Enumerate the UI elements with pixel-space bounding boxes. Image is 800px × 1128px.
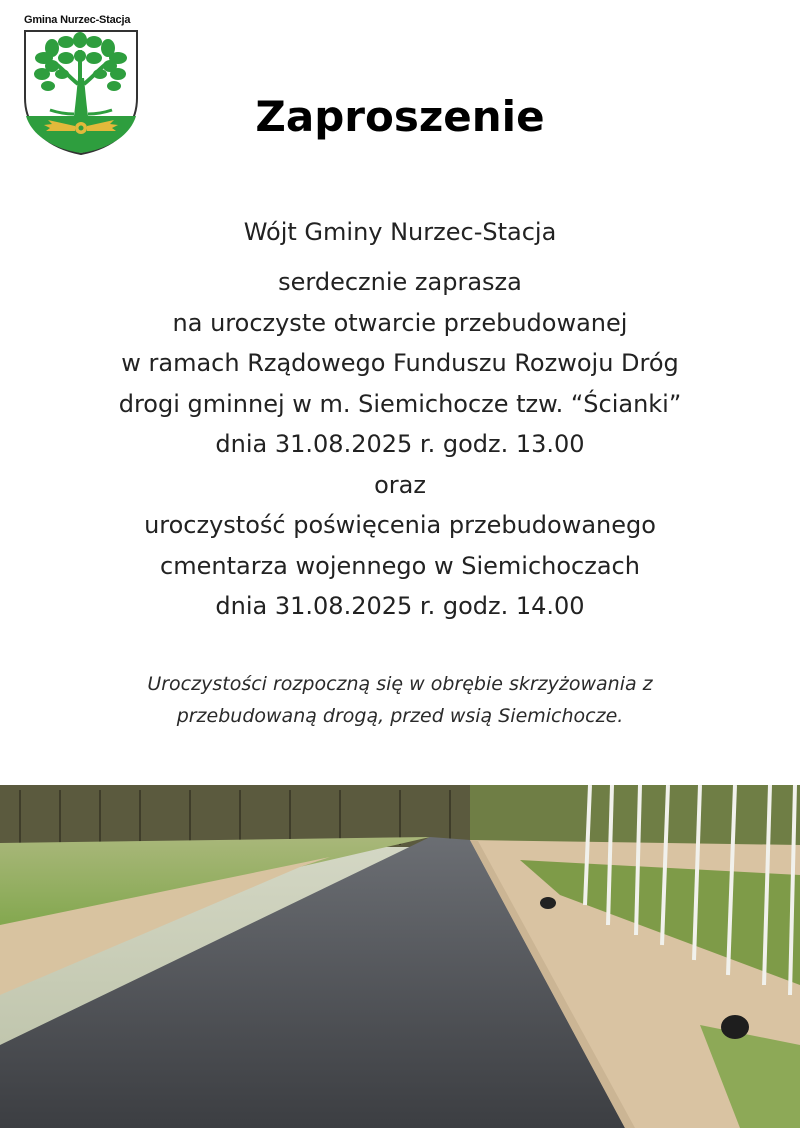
page-title: Zaproszenie: [255, 92, 545, 141]
invitation-line: drogi gminnej w m. Siemichocze tzw. “Ścianki”: [118, 389, 682, 418]
note-line: Uroczystości rozpoczną się w obrębie skrzyżowania z: [147, 673, 653, 695]
invitation-line: cmentarza wojennego w Siemichoczach: [160, 551, 640, 580]
event-date-line: dnia 31.08.2025 r. godz. 14.00: [215, 592, 585, 620]
event-date-line: dnia 31.08.2025 r. godz. 13.00: [215, 430, 585, 458]
invitation-body: [0, 262, 800, 627]
note-line: przebudowaną drogą, przed wsią Siemichocze.: [176, 705, 624, 727]
invitation-line: uroczystość poświęcenia przebudowanego: [144, 511, 656, 539]
logo-caption: Gmina Nurzec-Stacja: [24, 14, 131, 26]
road-photo: [0, 785, 800, 1128]
invitation-line: serdecznie zaprasza: [278, 268, 522, 296]
location-note: [0, 668, 800, 732]
invitation-line: w ramach Rządowego Funduszu Rozwoju Dróg: [121, 349, 679, 377]
invitation-line: na uroczyste otwarcie przebudowanej: [172, 308, 628, 337]
invitation-line: oraz: [374, 470, 426, 499]
host-line: Wójt Gminy Nurzec-Stacja: [243, 218, 557, 246]
